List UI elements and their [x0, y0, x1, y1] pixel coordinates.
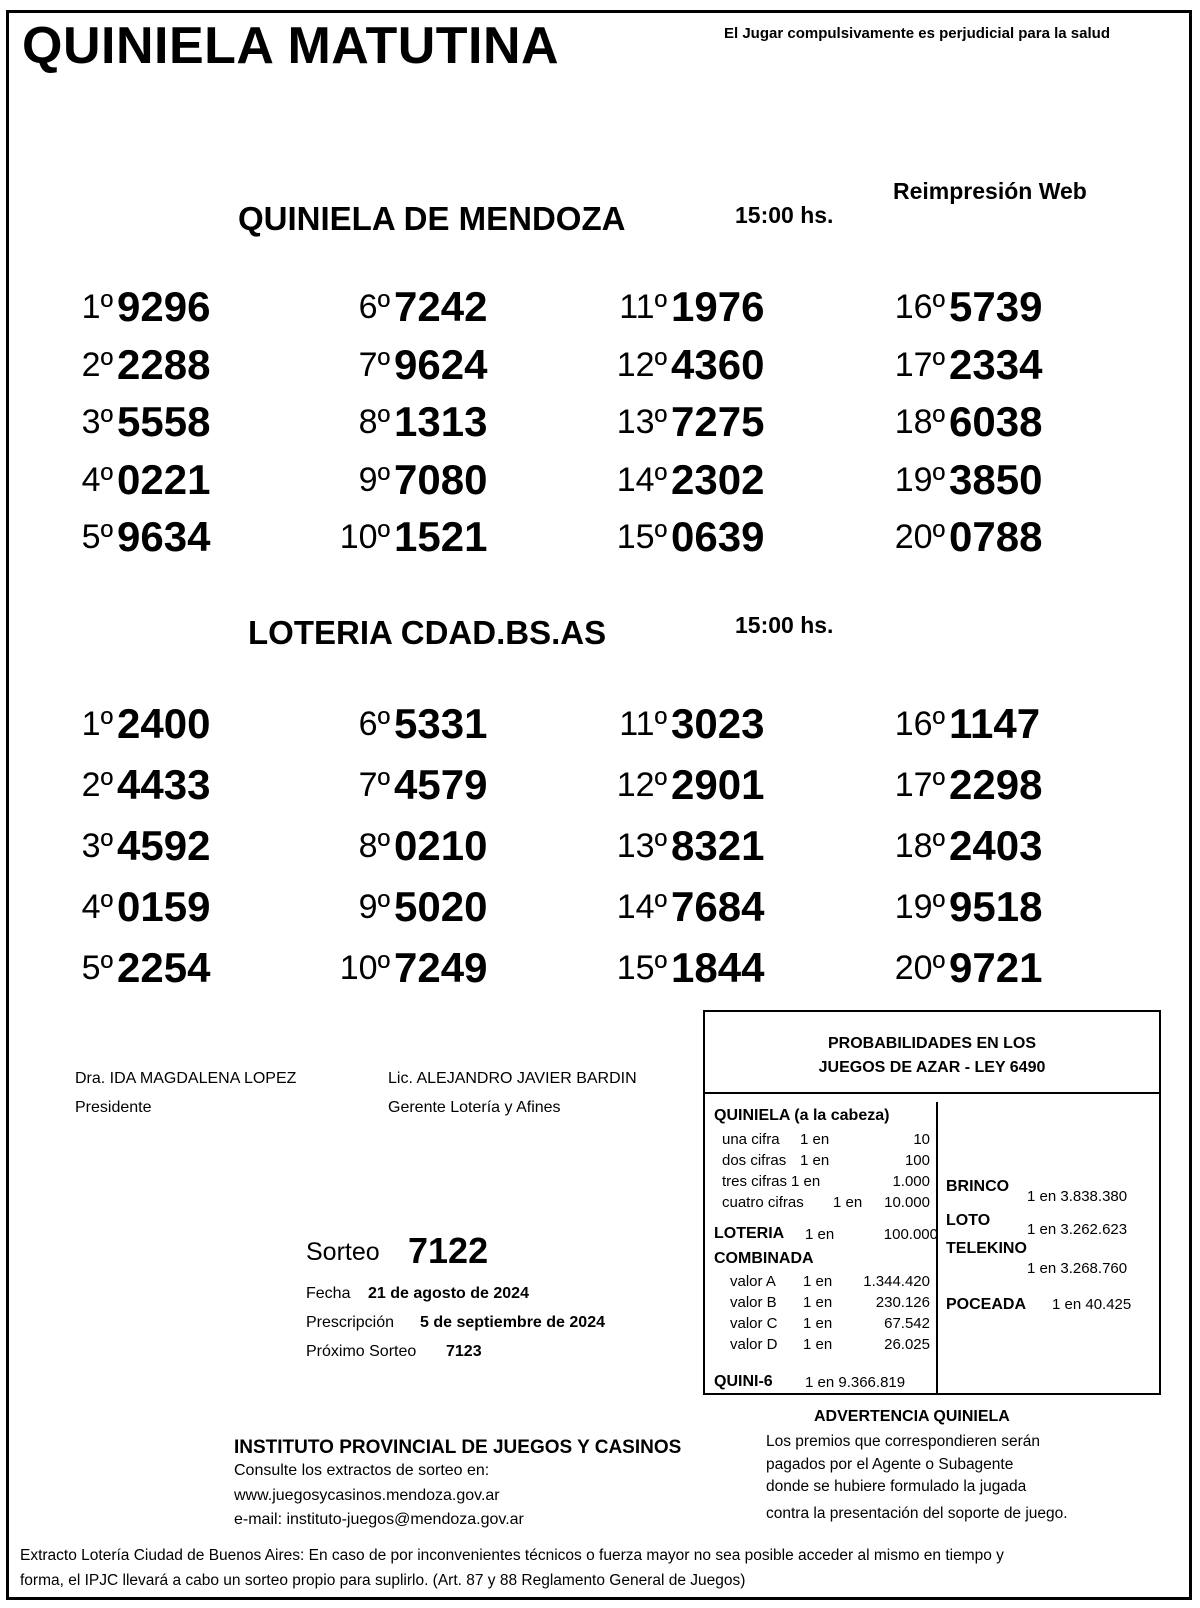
result-position: 13º [616, 827, 667, 865]
prob-row-label: cuatro cifras [722, 1194, 804, 1211]
result-position: 1º [81, 288, 113, 326]
result-number: 4433 [117, 761, 211, 808]
prob-row-label: tres cifras [722, 1173, 788, 1190]
result-number: 1147 [949, 700, 1041, 747]
result-position: 2º [81, 345, 113, 384]
result-position: 11º [619, 288, 667, 326]
result-position: 8º [358, 827, 390, 865]
result-position: 3º [81, 403, 113, 441]
result-number: 8321 [671, 822, 765, 869]
institute-website: www.juegosycasinos.mendoza.gov.ar [234, 1487, 500, 1504]
result-number: 1521 [394, 513, 488, 560]
result-position: 18º [894, 403, 945, 441]
result-number: 4592 [117, 822, 211, 869]
result-position: 4º [81, 888, 113, 926]
result-number: 7249 [394, 944, 488, 991]
next-draw-number: 7123 [446, 1343, 482, 1360]
result-number: 5558 [117, 398, 211, 445]
result-number: 0210 [394, 822, 488, 869]
result-position: 2º [81, 766, 113, 804]
next-draw-label: Próximo Sorteo [306, 1343, 417, 1360]
probabilities-title-line1: PROBABILIDADES EN LOS [827, 1035, 1036, 1052]
draw-date: 21 de agosto de 2024 [368, 1285, 529, 1302]
result-number: 2288 [117, 340, 211, 388]
loteria-prob-value: 100.000 [883, 1226, 938, 1243]
result-number: 1844 [671, 944, 765, 991]
brinco-prob-value: 1 en 3.838.380 [1027, 1188, 1128, 1205]
result-position: 7º [358, 766, 390, 804]
prescription-label: Prescripción [306, 1314, 395, 1331]
prob-row-label: valor A [730, 1273, 776, 1290]
result-number: 9634 [117, 513, 211, 560]
result-number: 7080 [394, 455, 488, 503]
prob-row-label: una cifra [722, 1131, 780, 1148]
institute-name: INSTITUTO PROVINCIAL DE JUEGOS Y CASINOS [234, 1437, 682, 1458]
result-position: 20º [894, 518, 945, 556]
prob-row-en: 1 en [791, 1173, 821, 1190]
result-number: 9624 [394, 340, 488, 388]
result-number: 4579 [394, 761, 488, 808]
result-position: 12º [616, 766, 667, 804]
prob-row-label: valor B [730, 1294, 777, 1311]
result-number: 9518 [949, 883, 1043, 930]
prob-row-label: valor C [730, 1315, 778, 1332]
result-number: 3850 [949, 455, 1043, 503]
result-number: 6038 [949, 398, 1043, 445]
result-position: 20º [894, 949, 945, 987]
result-number: 7275 [671, 398, 765, 445]
result-position: 8º [358, 403, 390, 441]
signature-right-role: Gerente Lotería y Afines [388, 1099, 561, 1116]
prob-row-value: 67.542 [884, 1315, 930, 1332]
result-number: 2334 [949, 340, 1043, 388]
prob-row-label: valor D [730, 1336, 778, 1353]
probabilities-title-line2: JUEGOS DE AZAR - LEY 6490 [818, 1059, 1046, 1076]
prob-row-en: 1 en [800, 1152, 830, 1169]
loto-prob-value: 1 en 3.262.623 [1027, 1221, 1128, 1238]
prob-row-value: 10.000 [884, 1194, 930, 1211]
footer-line1: Extracto Lotería Ciudad de Buenos Aires: En caso de por inconvenientes técnicos o fuerza mayor no sea posible acceder al mismo en tiempo y [20, 1547, 1004, 1564]
page-title: QUINIELA MATUTINA [22, 17, 560, 75]
prob-row-en: 1 en [803, 1273, 833, 1290]
result-number: 0159 [117, 883, 211, 930]
result-position: 4º [81, 460, 113, 499]
result-number: 5739 [949, 283, 1043, 330]
result-position: 5º [81, 518, 113, 556]
result-number: 5020 [394, 883, 488, 930]
health-warning: El Jugar compulsivamente es perjudicial para la salud [724, 25, 1110, 42]
result-number: 2403 [949, 822, 1043, 869]
result-number: 2302 [671, 455, 765, 503]
result-position: 9º [358, 460, 390, 499]
result-number: 2254 [117, 944, 211, 991]
brinco-prob-label: BRINCO [946, 1178, 1010, 1195]
prob-row-en: 1 en [833, 1194, 863, 1211]
result-position: 12º [616, 345, 667, 384]
prescription-date: 5 de septiembre de 2024 [420, 1314, 605, 1331]
draw-label: Sorteo [306, 1238, 380, 1266]
result-position: 14º [616, 888, 667, 926]
probabilities-header [705, 1012, 1159, 1094]
poceada-prob-value: 1 en 40.425 [1052, 1296, 1132, 1313]
result-position: 13º [616, 403, 667, 441]
result-number: 1313 [394, 398, 488, 445]
advertencia-line3: donde se hubiere formulado la jugada [766, 1478, 1027, 1495]
result-position: 19º [894, 460, 945, 499]
institute-email: e-mail: instituto-juegos@mendoza.gov.ar [234, 1511, 524, 1528]
institute-line1: Consulte los extractos de sorteo en: [234, 1462, 490, 1479]
prob-row-value: 26.025 [884, 1336, 930, 1353]
result-number: 7684 [671, 883, 765, 930]
result-number: 2298 [949, 761, 1043, 808]
result-position: 17º [894, 766, 945, 804]
result-number: 1976 [671, 283, 765, 330]
loteria-prob-label: LOTERIA [714, 1225, 785, 1242]
loteria-prob-en: 1 en [805, 1226, 835, 1243]
prob-row-en: 1 en [803, 1294, 833, 1311]
telekino-prob-label: TELEKINO [946, 1240, 1027, 1257]
prob-row-value: 1.000 [892, 1173, 930, 1190]
result-position: 18º [894, 827, 945, 865]
result-position: 1º [81, 705, 113, 743]
result-number: 2400 [117, 700, 211, 747]
telekino-prob-value: 1 en 3.268.760 [1027, 1260, 1128, 1277]
prob-row-value: 1.344.420 [863, 1273, 930, 1290]
result-position: 17º [894, 345, 945, 384]
draw-number: 7122 [408, 1230, 489, 1271]
quini6-prob-value: 1 en 9.366.819 [805, 1374, 906, 1391]
bsas-time: 15:00 hs. [735, 612, 834, 638]
result-position: 7º [358, 345, 390, 384]
advertencia-line4: contra la presentación del soporte de juego. [766, 1505, 1068, 1522]
result-position: 6º [358, 288, 390, 326]
result-position: 15º [616, 518, 667, 556]
result-position: 10º [339, 518, 390, 556]
prob-row-value: 230.126 [875, 1294, 930, 1311]
result-number: 0788 [949, 513, 1043, 560]
poceada-prob-label: POCEADA [946, 1296, 1027, 1313]
quiniela-prob-label: QUINIELA (a la cabeza) [714, 1107, 890, 1124]
result-position: 16º [894, 288, 945, 326]
result-number: 9721 [949, 944, 1043, 991]
result-number: 7242 [394, 283, 488, 330]
result-position: 15º [616, 949, 667, 987]
footer-line2: forma, el IPJC llevará a cabo un sorteo propio para suplirlo. (Art. 87 y 88 Reglamento General de Juegos) [20, 1572, 746, 1589]
result-position: 10º [339, 949, 390, 987]
result-position: 14º [616, 460, 667, 499]
result-number: 2901 [671, 761, 765, 808]
advertencia-line2: pagados por el Agente o Subagente [766, 1456, 1014, 1473]
quini6-prob-label: QUINI-6 [714, 1373, 773, 1390]
advertencia-title: ADVERTENCIA QUINIELA [814, 1408, 1010, 1425]
result-number: 3023 [671, 700, 765, 747]
prob-row-en: 1 en [803, 1336, 833, 1353]
result-number: 4360 [671, 340, 765, 388]
probabilities-divider [936, 1102, 938, 1395]
bsas-title: LOTERIA CDAD.BS.AS [248, 614, 607, 651]
result-number: 5331 [394, 700, 488, 747]
signature-left-name: Dra. IDA MAGDALENA LOPEZ [75, 1070, 297, 1087]
prob-row-value: 100 [904, 1152, 930, 1169]
result-position: 5º [81, 949, 113, 987]
date-label: Fecha [306, 1285, 351, 1302]
prob-row-en: 1 en [803, 1315, 833, 1332]
result-position: 6º [358, 705, 390, 743]
advertencia-line1: Los premios que correspondieren serán [766, 1433, 1040, 1450]
prob-row-label: dos cifras [722, 1152, 787, 1169]
reprint-label: Reimpresión Web [893, 178, 1087, 204]
mendoza-time: 15:00 hs. [735, 202, 834, 228]
result-number: 9296 [117, 283, 211, 330]
result-position: 3º [81, 827, 113, 865]
result-position: 19º [894, 888, 945, 926]
prob-row-value: 10 [913, 1131, 930, 1148]
prob-row-en: 1 en [800, 1131, 830, 1148]
result-number: 0221 [117, 455, 211, 503]
mendoza-title: QUINIELA DE MENDOZA [238, 200, 626, 237]
signature-left-role: Presidente [75, 1099, 152, 1116]
result-position: 16º [894, 705, 945, 743]
loto-prob-label: LOTO [946, 1212, 991, 1229]
combinada-prob-label: COMBINADA [714, 1250, 814, 1267]
result-number: 0639 [671, 513, 765, 560]
result-position: 11º [619, 705, 667, 743]
result-position: 9º [358, 888, 390, 926]
signature-right-name: Lic. ALEJANDRO JAVIER BARDIN [388, 1070, 637, 1087]
